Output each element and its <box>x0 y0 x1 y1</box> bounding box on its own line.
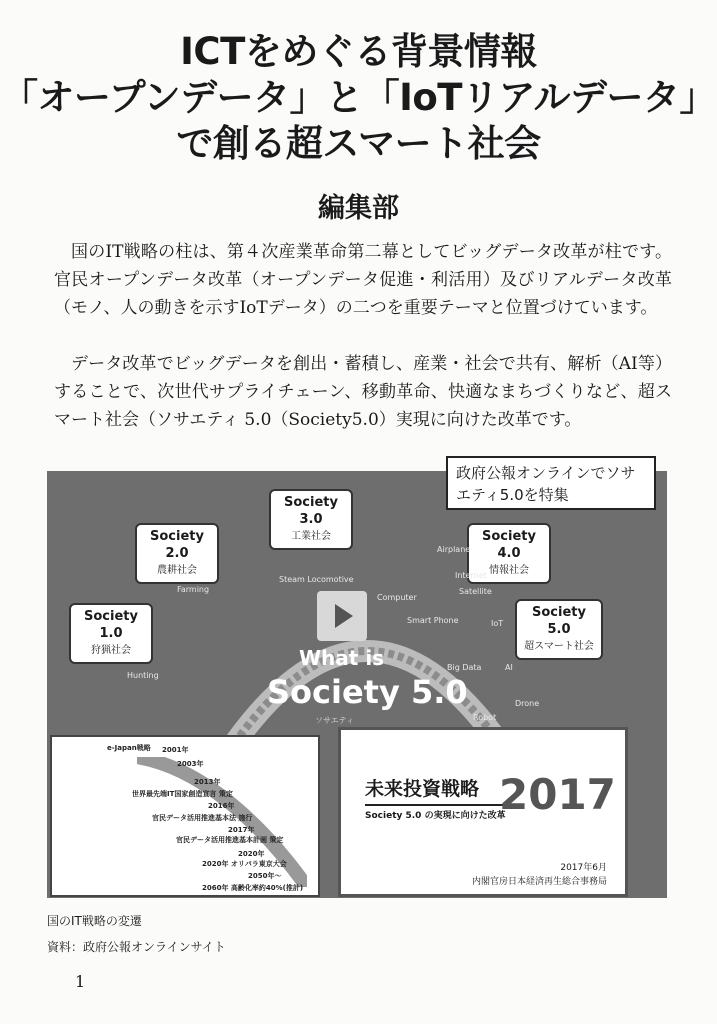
society-3-bubble: Society 3.0 工業社会 <box>269 489 353 550</box>
society-4-bubble: Society 4.0 情報社会 <box>467 523 551 584</box>
timeline-item: 2001年 <box>162 746 189 754</box>
arc-label: Computer <box>377 593 417 602</box>
arc-label: Robot <box>473 713 497 722</box>
callout-box: 政府公報オンラインでソサエティ5.0を特集 <box>446 456 656 510</box>
figure-caption: 国のIT戦略の変遷 <box>47 914 142 928</box>
author: 編集部 <box>318 193 399 224</box>
paragraph-1: 国のIT戦略の柱は、第４次産業革命第二幕としてビッグデータ改革が柱です。官民オープンデータ改革（オープンデータ促進・利活用）及びリアルデータ改革（モノ、人の動きを示すIoTデータ）の二つを重要テーマと位置づけています。 <box>54 242 672 318</box>
page-number: 1 <box>75 972 86 991</box>
society-1-bubble: Society 1.0 狩猟社会 <box>69 603 153 664</box>
source-caption: 資料：政府公報オンラインサイト <box>47 940 226 954</box>
society-5-bubble: Society 5.0 超スマート社会 <box>515 599 603 660</box>
arc-label: Drone <box>515 699 540 708</box>
title-line-3: で創る超スマート社会 <box>176 122 541 165</box>
timeline-item: 2020年 <box>238 850 265 858</box>
report-title: 未来投資戦略 <box>365 778 480 800</box>
timeline-item: 官民データ活用推進基本法 施行 <box>152 814 253 822</box>
arc-label: Hunting <box>127 671 159 680</box>
report-year: 2017 <box>499 770 616 819</box>
timeline-item: 官民データ活用推進基本計画 策定 <box>176 836 284 844</box>
arc-label: Farming <box>177 585 210 594</box>
play-icon <box>317 591 367 641</box>
arc-label: IoT <box>491 619 504 628</box>
report-cover-inset <box>338 727 628 897</box>
paragraph-2: データ改革でビッグデータを創出・蓄積し、産業・社会で共有、解析（AI等）することで、次世代サプライチェーン、移動革命、快適なまちづくりなど、超スマート社会（ソサエティ 5.0（Society5.0）実現に向けた改革です。 <box>54 354 672 430</box>
timeline-item: 2050年～ <box>248 872 282 880</box>
society50-text: Society 5.0 <box>267 673 468 711</box>
timeline-inset <box>50 735 320 897</box>
arc-label: Big Data <box>447 663 482 672</box>
society-2-bubble: Society 2.0 農耕社会 <box>135 523 219 584</box>
arc-label: Airplane <box>437 545 471 554</box>
arc-label: AI <box>505 663 513 672</box>
timeline-item: 世界最先端IT国家創造宣言 策定 <box>132 790 233 798</box>
title-line-2: 「オープンデータ」と「IoTリアルデータ」 <box>0 76 717 119</box>
what-is-text: What is <box>299 646 385 670</box>
report-date: 2017年6月 <box>560 863 607 873</box>
timeline-item: 2060年 高齢化率約40%(推計) <box>202 884 304 892</box>
report-organization: 内閣官房日本経済再生総合事務局 <box>471 877 607 887</box>
title-line-1: ICTをめぐる背景情報 <box>180 30 537 73</box>
arc-label: Steam Locomotive <box>279 575 354 584</box>
timeline-item: 2003年 <box>177 760 204 768</box>
timeline-item: e-Japan戦略 <box>107 744 151 752</box>
arc-label: Internet <box>455 571 487 580</box>
timeline-item: 2013年 <box>194 778 221 786</box>
report-subtitle: Society 5.0 の実現に向けた改革 <box>365 804 506 821</box>
arc-label: Smart Phone <box>407 616 459 625</box>
arc-label: Satellite <box>459 587 492 596</box>
katakana-text: ソサエティ <box>315 716 355 725</box>
timeline-item: 2016年 <box>208 802 235 810</box>
timeline-item: 2020年 オリパラ東京大会 <box>202 860 287 868</box>
timeline-item: 2017年 <box>228 826 255 834</box>
